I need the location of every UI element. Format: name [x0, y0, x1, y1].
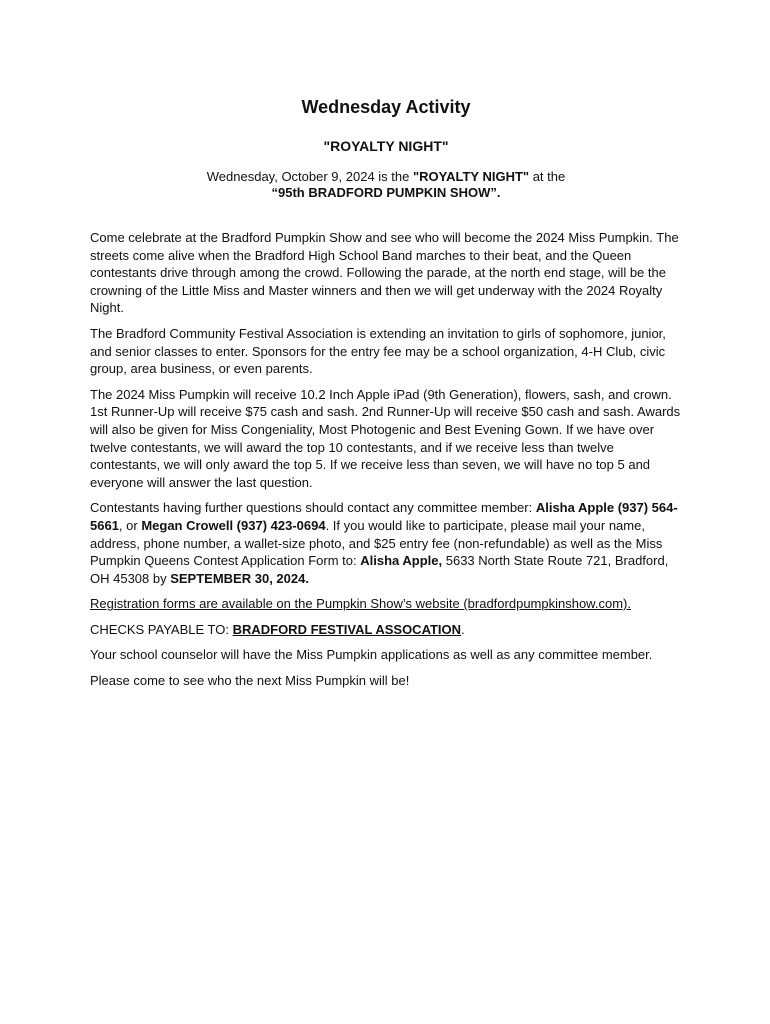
deadline-date: SEPTEMBER 30, 2024. [170, 570, 309, 586]
paragraph-contact [90, 499, 682, 587]
event-subtitle: "ROYALTY NIGHT" [323, 138, 449, 154]
intro-event-name: "ROYALTY NIGHT" [412, 169, 530, 184]
document-page [90, 96, 682, 698]
intro-text-c: at the [529, 169, 566, 184]
page-title: Wednesday Activity [301, 97, 471, 117]
paragraph-awards: The 2024 Miss Pumpkin will receive 10.2 Inch Apple iPad (9th Generation), flowers, sash, and crown. 1st Runner-Up will receive $75 cash and sash. 2nd Runner-Up will receive $50 cash and sash. Awards will also be given for Miss Congeniality, Most Photogenic and Best Evening Gown. If we have over twelve contestants, we will award the top 10 contestants, and if we receive less than twelve contestants, we will only award the top 5. If we receive less than seven, we will have no top 5 and everyone will answer the last question. [90, 386, 681, 490]
contact-alisha: Alisha Apple (937) 564-5661 [90, 500, 678, 533]
paragraph-counselor: Your school counselor will have the Miss Pumpkin applications as well as any committee member. [90, 647, 653, 663]
registration-forms-note: Registration forms are available on the Pumpkin Show’s website (bradfordpumpkinshow.com). [90, 596, 631, 612]
checks-payable-line [90, 621, 682, 639]
intro-text-a: Wednesday, October 9, 2024 is the [206, 169, 413, 184]
intro-show-name: “95th BRADFORD PUMPKIN SHOW”. [271, 185, 501, 200]
mail-to-name: Alisha Apple, [360, 553, 443, 569]
paragraph-celebrate: Come celebrate at the Bradford Pumpkin Show and see who will become the 2024 Miss Pumpkin. The streets come alive when the Bradford High School Band marches to their beat, and the Queen contestants drive through among the crowd. Following the parade, at the north end stage, will be the crowning of the Little Miss and Master winners and then we will get underway with the 2024 Royalty Night. [90, 230, 679, 316]
checks-label: CHECKS PAYABLE TO: [90, 621, 233, 637]
checks-period: . [461, 621, 465, 637]
contact-megan: Megan Crowell (937) 423-0694 [141, 517, 326, 533]
mail-address: 5633 North State Route 721, Bradford, OH 45308 by [90, 553, 669, 586]
paragraph-invitation: The Bradford Community Festival Association is extending an invitation to girls of sophomore, junior, and senior classes to enter. Sponsors for the entry fee may be a school organization, 4-H Club, civic group, area business, or even parents. [90, 325, 666, 377]
intro-block [90, 169, 682, 201]
contact-text-c: , or [118, 517, 142, 533]
payee-name: BRADFORD FESTIVAL ASSOCATION [232, 621, 462, 637]
contact-text-e: . If you would like to participate, please mail your name, address, phone number, a wallet-size photo, and $25 entry fee (non-refundable) as well as the Miss Pumpkin Queens Contest Application Form to: [90, 517, 663, 569]
contact-text-a: Contestants having further questions should contact any committee member: [90, 500, 536, 516]
paragraph-closing: Please come to see who the next Miss Pumpkin will be! [90, 673, 410, 689]
